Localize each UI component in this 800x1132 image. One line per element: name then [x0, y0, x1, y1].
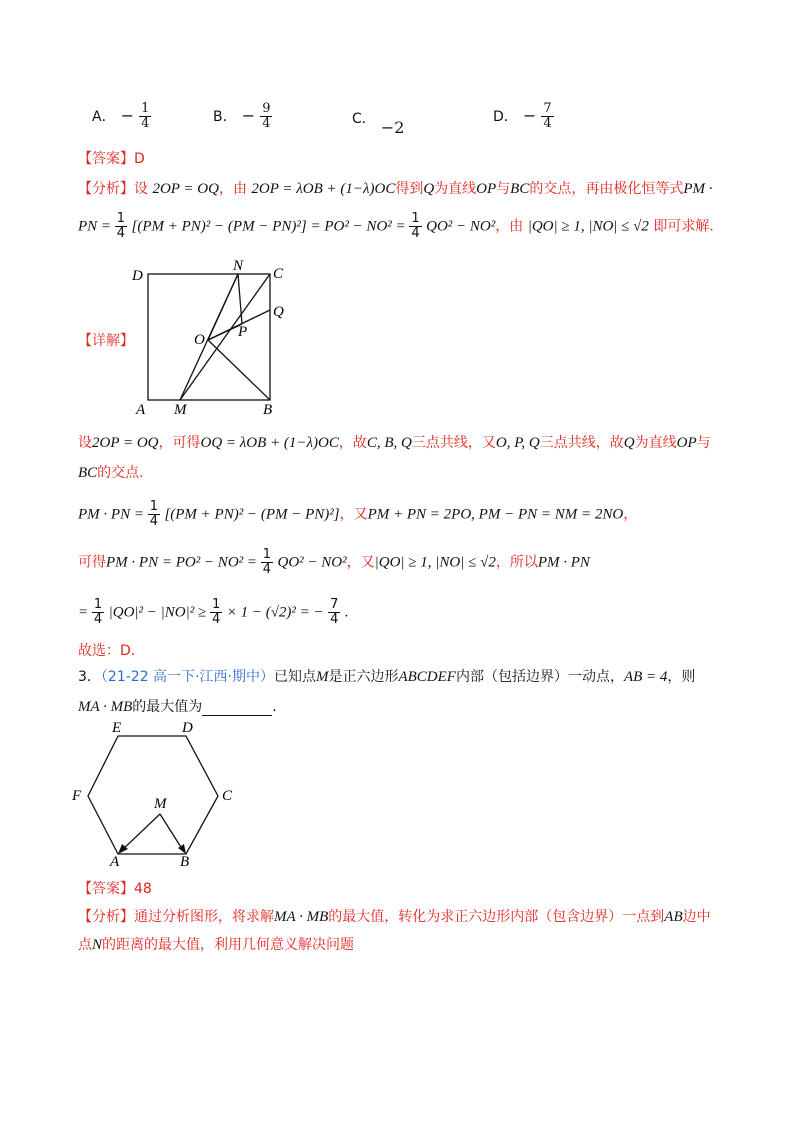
answer-line-1: 【答案】D: [78, 151, 145, 167]
label-n: N: [233, 258, 244, 274]
analysis-3-line-1: 【分析】通过分析图形，将求解MA · MB的最大值，转化为求正六边形内部（包含边界）一点到AB边中: [78, 909, 711, 925]
quarter-fraction: $\frac{1}{4}$: [116, 211, 126, 241]
choose-line: 故选：D.: [78, 643, 136, 659]
quarter-fraction: $\frac{1}{4}$: [411, 211, 420, 241]
label-e: E: [112, 720, 122, 736]
label-a: A: [110, 854, 120, 868]
quarter-fraction: $\frac{1}{4}$: [211, 597, 221, 627]
analysis-3-line-2: 点N的距离的最大值，利用几何意义解决问题: [78, 937, 355, 953]
detail-line-3: PM · PN = $\frac{1}{4}$ [(PM + PN)² − (PM − PN)²]，又PM + PN = 2PO, PM − PN = NM = 2NO，: [78, 499, 638, 529]
option-a: A． − $\frac{1}{4}$: [92, 101, 150, 131]
label-q: Q: [273, 304, 284, 320]
detail-line-1: 设2OP = OQ，可得OQ = λOB + (1−λ)OC，故C, B, Q三点共线，又O, P, Q三点共线，故Q为直线OP与: [78, 435, 711, 451]
quarter-fraction: $\frac{1}{4}$: [149, 499, 158, 529]
analysis-line-1: 【分析】设 2OP = OQ，由 2OP = λOB + (1−λ)OC得到Q为直线OP与BC的交点，再由极化恒等式PM ·: [78, 181, 713, 197]
question-3-line-1: 3．（21-22 高一下·江西·期中）已知点M是正六边形ABCDEF内部（包括边界）一动点，AB = 4，则: [78, 669, 696, 685]
label-p: P: [238, 324, 248, 340]
segment-ob: [208, 340, 270, 400]
square-figure: [130, 258, 300, 418]
label-m: M: [154, 796, 167, 812]
segment-on: [208, 274, 238, 340]
label-c: C: [222, 788, 233, 804]
option-a-fraction: $\frac{1}{4}$: [141, 101, 150, 131]
option-b-fraction: $\frac{9}{4}$: [262, 101, 271, 131]
detail-tag: 【详解】: [78, 333, 134, 349]
label-d: D: [182, 720, 193, 736]
label-b: B: [263, 402, 273, 418]
quarter-fraction: $\frac{1}{4}$: [262, 547, 272, 577]
label-c: C: [273, 266, 284, 282]
option-b: B． − $\frac{9}{4}$: [213, 101, 271, 131]
label-f: F: [72, 788, 82, 804]
hexagon-abcdef: [88, 736, 218, 854]
answer-blank[interactable]: [202, 701, 272, 716]
detail-line-2: BC的交点.: [78, 465, 144, 481]
seven-quarters-fraction: $\frac{7}{4}$: [330, 597, 339, 627]
option-c: C． −2: [352, 111, 405, 137]
detail-line-4: 可得PM · PN = PO² − NO² = $\frac{1}{4}$ QO² − NO²，又|QO| ≥ 1, |NO| ≤ √2，所以PM · PN: [78, 547, 590, 577]
label-m: M: [174, 402, 187, 418]
hexagon-figure: [68, 718, 248, 868]
label-d: D: [132, 268, 143, 284]
option-d: D． − $\frac{7}{4}$: [493, 101, 552, 131]
answer-line-3: 【答案】48: [78, 881, 152, 897]
label-o: O: [194, 332, 205, 348]
quarter-fraction: $\frac{1}{4}$: [93, 597, 103, 627]
analysis-line-2: PN = $\frac{1}{4}$ [(PM + PN)² − (PM − PN)²] = PO² − NO² = $\frac{1}{4}$ QO² − NO²，由 |QO| ≥ 1, |NO| ≤ √2 即可求解.: [78, 211, 714, 241]
vector-mb: [160, 814, 184, 852]
label-b: B: [180, 854, 190, 868]
option-d-fraction: $\frac{7}{4}$: [543, 101, 552, 131]
question-3-line-2: MA · MB的最大值为 .: [78, 699, 277, 715]
detail-line-5: = $\frac{1}{4}$ |QO|² − |NO|² ≥ $\frac{1}{4}$ × 1 − (√2)² = − $\frac{7}{4}$ .: [78, 597, 349, 627]
label-a: A: [136, 402, 146, 418]
vector-ma: [120, 814, 160, 852]
